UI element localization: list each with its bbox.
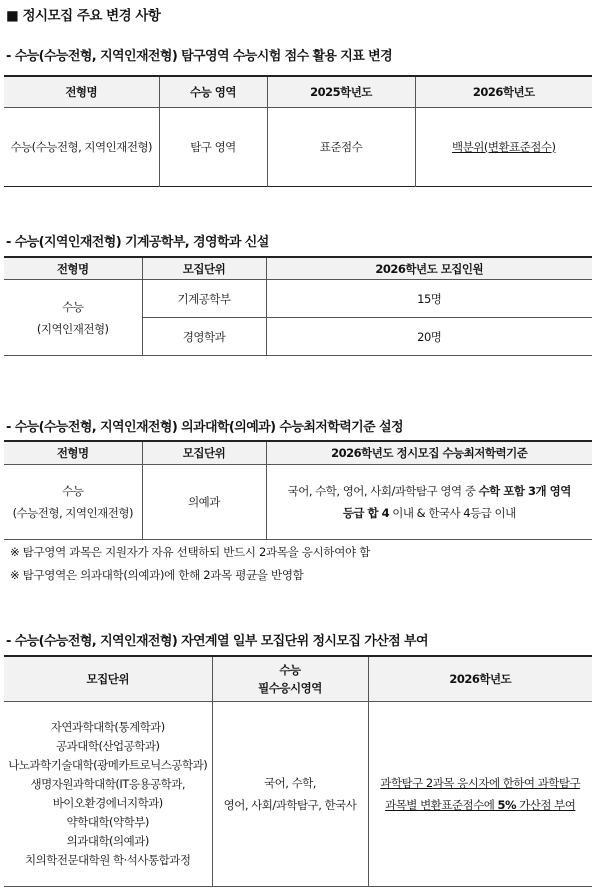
header-area: 수능 영역 [159, 76, 267, 108]
min-criteria-table [4, 440, 592, 540]
unit-item: 공과대학(산업공학과) [56, 739, 160, 753]
note-2: ※ 탐구영역은 의과대학(의예과)에 한해 2과목 평균을 반영함 [10, 568, 304, 582]
unit-item: 의과대학(의예과) [66, 834, 149, 848]
cell-required: 국어, 수학, 영어, 사회/과학탐구, 한국사 [212, 702, 368, 887]
page-title: ■ 정시모집 주요 변경 사항 [6, 8, 161, 24]
section4-heading: - 수능(수능전형, 지역인재전형) 자연계열 일부 모집단위 정시모집 가산점 부여 [6, 634, 428, 649]
score-index-table [4, 75, 592, 187]
section3-heading: - 수능(수능전형, 지역인재전형) 의과대학(의예과) 수능최저학력기준 설정 [6, 420, 403, 435]
new-units-table [4, 256, 592, 356]
cell-area: 탐구 영역 [159, 108, 267, 187]
cell-unit: 기계공학부 [142, 280, 266, 318]
cell-criteria: 국어, 수학, 영어, 사회/과학탐구 영역 중 수학 포함 3개 영역 등급 합 4 이내 & 한국사 4등급 이내 [266, 465, 592, 540]
cell-type: 수능 (지역인재전형) [4, 280, 142, 356]
header-2025: 2025학년도 [267, 76, 415, 108]
cell-2026: 백분위(변환표준점수) [415, 108, 592, 187]
header-unit: 모집단위 [4, 656, 212, 702]
header-2026: 2026학년도 [368, 656, 592, 702]
unit-item: 치의학전문대학원 학·석사통합과정 [25, 853, 191, 867]
cell-bonus: 과학탐구 2과목 응시자에 한하여 과학탐구 과목별 변환표준점수에 5% 가산점 부여 [368, 702, 592, 887]
cell-count: 20명 [266, 318, 592, 356]
cell-count: 15명 [266, 280, 592, 318]
header-type: 전형명 [4, 257, 142, 280]
header-unit: 모집단위 [142, 441, 266, 465]
header-criteria: 2026학년도 정시모집 수능최저학력기준 [266, 441, 592, 465]
unit-item: 약학대학(약학부) [66, 815, 149, 829]
cell-2025: 표준점수 [267, 108, 415, 187]
header-type: 전형명 [4, 76, 159, 108]
unit-item: 나노과학기술대학(광메카트로닉스공학과) [8, 758, 208, 772]
header-2026: 2026학년도 [415, 76, 592, 108]
note-1: ※ 탐구영역 과목은 지원자가 자유 선택하되 반드시 2과목을 응시하여야 함 [10, 545, 371, 559]
unit-item: 바이오환경에너지학과) [52, 796, 163, 810]
header-unit: 모집단위 [142, 257, 266, 280]
cell-type: 수능(수능전형, 지역인재전형) [4, 108, 159, 187]
header-type: 전형명 [4, 441, 142, 465]
cell-units [4, 702, 212, 887]
cell-unit: 의예과 [142, 465, 266, 540]
unit-item: 생명자원과학대학(IT응용공학과, [30, 777, 185, 791]
section1-heading: - 수능(수능전형, 지역인재전형) 탐구영역 수능시험 점수 활용 지표 변경 [6, 49, 393, 64]
cell-type: 수능 (수능전형, 지역인재전형) [4, 465, 142, 540]
bonus-table [4, 655, 592, 887]
section2-heading: - 수능(지역인재전형) 기계공학부, 경영학과 신설 [6, 235, 269, 250]
unit-item: 자연과학대학(통계학과) [50, 720, 165, 734]
cell-unit: 경영학과 [142, 318, 266, 356]
header-quota: 2026학년도 모집인원 [266, 257, 592, 280]
header-required: 수능 필수응시영역 [212, 656, 368, 702]
